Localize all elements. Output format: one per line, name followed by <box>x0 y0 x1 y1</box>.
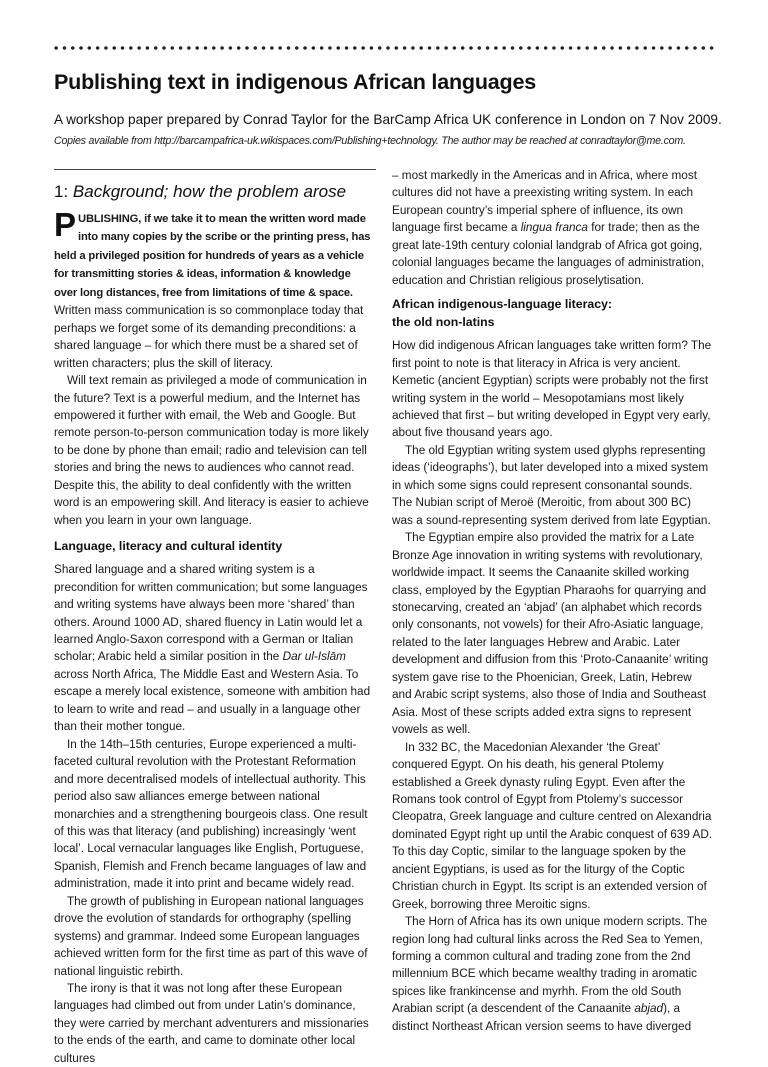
paragraph <box>54 561 376 736</box>
subheading: Language, literacy and cultural identity <box>54 539 283 554</box>
paragraph: In 332 BC, the Macedonian Alexander ‘the Great’ conquered Egypt. On his death, his general Ptolemy established a Greek dynasty ruling Egypt. Even after the Romans took control of Egypt from Ptolemy’s successor Cleopatra, Greek language and culture centred on Alexandria dominated Egypt right up until the Arabic conquest of 639 AD. To this day Coptic, similar to the language spoken by the ancient Egyptians, is used as for the liturgy of the Coptic Christian church in Egypt. Its script is an extended version of Greek, borrowing three Meroitic signs. <box>392 740 713 911</box>
paragraph-text: across North Africa, The Middle East and Western Asia. To escape a merely local existence, someone with ambition had to learn to write and read – and usually in a language other than their mother tongue. <box>54 667 371 734</box>
copies-note: Copies available from http://barcampafrica-uk.wikispaces.com/Publishing+technology. The author may be reached at conradtaylor@me.com. <box>54 135 686 147</box>
section-heading <box>54 181 376 203</box>
section-title: Background; how the problem arose <box>72 182 347 201</box>
subheading-line: the old non-latins <box>392 314 495 329</box>
paragraph-italic: lingua franca <box>520 221 588 235</box>
drop-cap: P <box>54 206 77 243</box>
paragraph: Written mass communication is so commonplace today that perhaps we forget some of its demanding preconditions: a shared language – for which there must be a shared set of written characters; plus the skill of literacy. <box>54 304 364 370</box>
subheading-line: African indigenous-language literacy: <box>392 297 613 312</box>
paragraph-italic: Dar ul-Islām <box>282 650 346 664</box>
lead-text: UBLISHING, if we take it to mean the written word made into many copies by the scribe or the printing press, has held a privileged position for hundreds of years as a vehicle for transmitting stories & ideas, information & knowledge over long distances, free from limitations of time & space. <box>54 213 371 299</box>
paragraph-text: for trade; then as the great late-19th century colonial landgrab of Africa got going, colonial languages became the languages of administration, education and Christian religious proselytisation. <box>392 221 705 287</box>
page-title: Publishing text in indigenous African languages <box>54 70 536 94</box>
paragraph: The Egyptian empire also provided the matrix for a Late Bronze Age innovation in writing systems with revolutionary, worldwide impact. It seems the Canaanite skilled working class, employed by the Egyptian Pharaohs for quarrying and stonecarving, created an ‘abjad’ (an alphabet which records only consonants, not vowels) for their Afro-Asiatic language, related to the later languages Hebrew and Arabic. Later development and diffusion from this ‘Proto-Canaanite’ writing system gave rise to the Phoenician, Greek, Latin, Hebrew and Arabic script systems, also those of India and Southeast Asia. Most of these scripts added extra signs to represent vowels as well. <box>392 531 709 737</box>
paragraph: How did indigenous African languages take written form? The first point to note is that literacy in Africa is very ancient. Kemetic (ancient Egyptian) scripts were probably not the first writing system in the world – Mesopotamians most likely achieved that first – but writing developed in Egypt very early, about five thousand years ago. <box>392 339 712 440</box>
paragraph-text: – most markedly in the Americas and in Africa, where most cultures did not have a preexisting writing system. In each European country’s imperial sphere of influence, its own language first became a <box>392 169 697 235</box>
page-subtitle: A workshop paper prepared by Conrad Taylor for the BarCamp Africa UK conference in London on 7 Nov 2009. <box>54 112 722 127</box>
paragraph-text: The Horn of Africa has its own unique modern scripts. The region long had cultural links across the Red Sea to Yemen, forming a common cultural and trading zone from the 2nd millennium BCE which became wealthy trading in aromatic spices like frankincense and myrhh. From the old South Arabian script (a descendent of the Canaanite <box>392 915 708 1016</box>
lead-paragraph <box>54 206 376 302</box>
subheading <box>392 296 714 331</box>
section-number: 1: <box>54 182 69 201</box>
dotted-rule <box>52 45 716 51</box>
paragraph-text: Shared language and a shared writing system is a precondition for written communication; but some languages and writing systems have always been more ‘shared’ than others. Around 1000 AD, shared fluency in Latin would let a learned Anglo-Saxon correspond with a German or Italian scholar; Arabic held a similar position in the <box>54 563 368 664</box>
paragraph <box>392 913 714 1035</box>
paragraph: Will text remain as privileged a mode of communication in the future? Text is a powerful medium, and the Internet has empowered it further with email, the Web and Google. But remote person-to-person communication today is more likely to be done by phone than email; radio and television can tell stories and bring the news to audiences who cannot read. Despite this, the ability to deal confidently with the written word is an empowering skill. And literacy is easier to achieve when you learn in your own language. <box>54 374 369 527</box>
section-rule <box>54 169 376 170</box>
paragraph: The old Egyptian writing system used glyphs representing ideas (‘ideographs’), but later developed into a mixed system in which some signs could represent consonantal sounds. The Nubian script of Meroë (Meroitic, from about 300 BC) was a sound-representing system derived from late Egyptian. <box>392 443 711 527</box>
paragraph: The irony is that it was not long after these European languages had climbed out from under Latin’s dominance, they were carried by merchant adventurers and missionaries to the ends of the earth, and came to dominate other local cultures <box>54 982 369 1065</box>
left-column <box>54 168 376 1067</box>
right-column <box>392 167 714 1035</box>
paragraph: In the 14th–15th centuries, Europe experienced a multi-faceted cultural revolution with the Protestant Reformation and more decentralised models of intellectual authority. This period also saw alliances emerge between national monarchies and a strengthening bourgeois class. One result of this was that literacy (and publishing) increasingly ‘went local’. Local vernacular languages like English, Portuguese, Spanish, Flemish and French became languages of law and administration, made it into print and became widely read. <box>54 737 368 891</box>
paragraph: The growth of publishing in European national languages drove the evolution of standards for orthography (spelling systems) and grammar. Indeed some European languages achieved written form for the first time as part of this wave of national linguistic rebirth. <box>54 894 368 978</box>
paragraph-italic: abjad <box>634 1002 664 1016</box>
paragraph <box>392 167 714 289</box>
paragraph-text: ), a distinct Northeast African version seems to have diverged <box>392 1002 692 1033</box>
